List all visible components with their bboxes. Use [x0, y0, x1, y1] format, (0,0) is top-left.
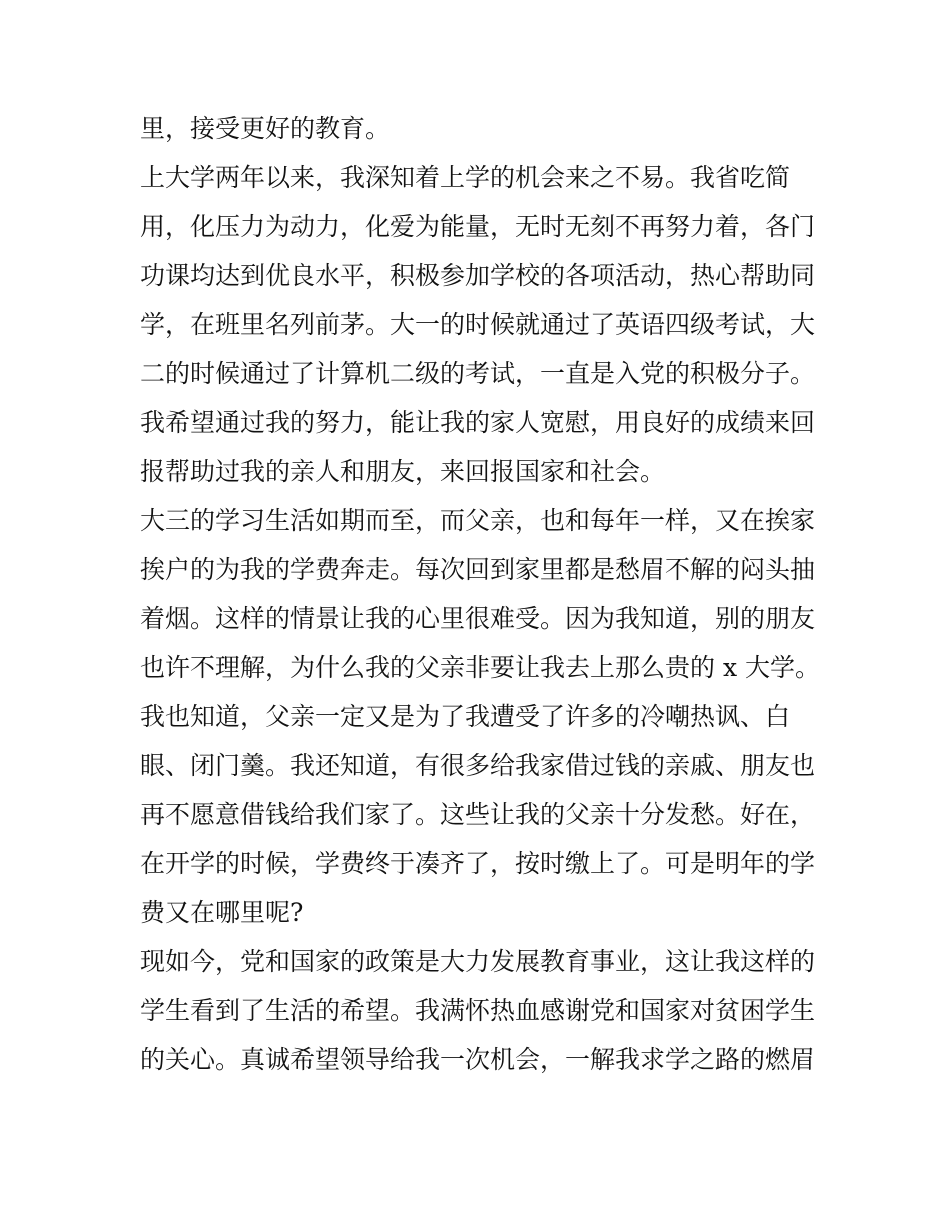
text-line: 功课均达到优良水平，积极参加学校的各项活动，热心帮助同 — [140, 261, 816, 290]
text-line: 费又在哪里呢? — [140, 898, 304, 927]
text-line: 在开学的时候，学费终于凑齐了，按时缴上了。可是明年的学 — [140, 849, 816, 878]
text-line: 再不愿意借钱给我们家了。这些让我的父亲十分发愁。好在， — [140, 800, 816, 829]
text-line: 眼、闭门羹。我还知道，有很多给我家借过钱的亲戚、朋友也 — [140, 751, 816, 780]
text-line: 报帮助过我的亲人和朋友，来回报国家和社会。 — [140, 457, 666, 486]
text-line: 大三的学习生活如期而至，而父亲，也和每年一样，又在挨家 — [140, 506, 816, 535]
text-line: 着烟。这样的情景让我的心里很难受。因为我知道，别的朋友 — [140, 604, 816, 633]
text-line: 我希望通过我的努力，能让我的家人宽慰，用良好的成绩来回 — [140, 408, 816, 437]
text-line: 里，接受更好的教育。 — [140, 114, 391, 143]
text-line: 挨户的为我的学费奔走。每次回到家里都是愁眉不解的闷头抽 — [140, 555, 816, 584]
text-line: 用，化压力为动力，化爱为能量，无时无刻不再努力着，各门 — [140, 212, 816, 241]
text-line: 也许不理解，为什么我的父亲非要让我去上那么贵的 x 大学。 — [140, 653, 820, 682]
text-line: 学，在班里名列前茅。大一的时候就通过了英语四级考试，大 — [140, 310, 816, 339]
text-line: 学生看到了生活的希望。我满怀热血感谢党和国家对贫困学生 — [140, 996, 816, 1025]
text-line: 现如今，党和国家的政策是大力发展教育事业，这让我这样的 — [140, 947, 816, 976]
document-body — [140, 104, 820, 1084]
text-line: 我也知道，父亲一定又是为了我遭受了许多的冷嘲热讽、白 — [140, 702, 791, 731]
text-line: 二的时候通过了计算机二级的考试，一直是入党的积极分子。 — [140, 359, 816, 388]
text-line: 上大学两年以来，我深知着上学的机会来之不易。我省吃简 — [140, 163, 791, 192]
text-line: 的关心。真诚希望领导给我一次机会，一解我求学之路的燃眉 — [140, 1045, 816, 1074]
